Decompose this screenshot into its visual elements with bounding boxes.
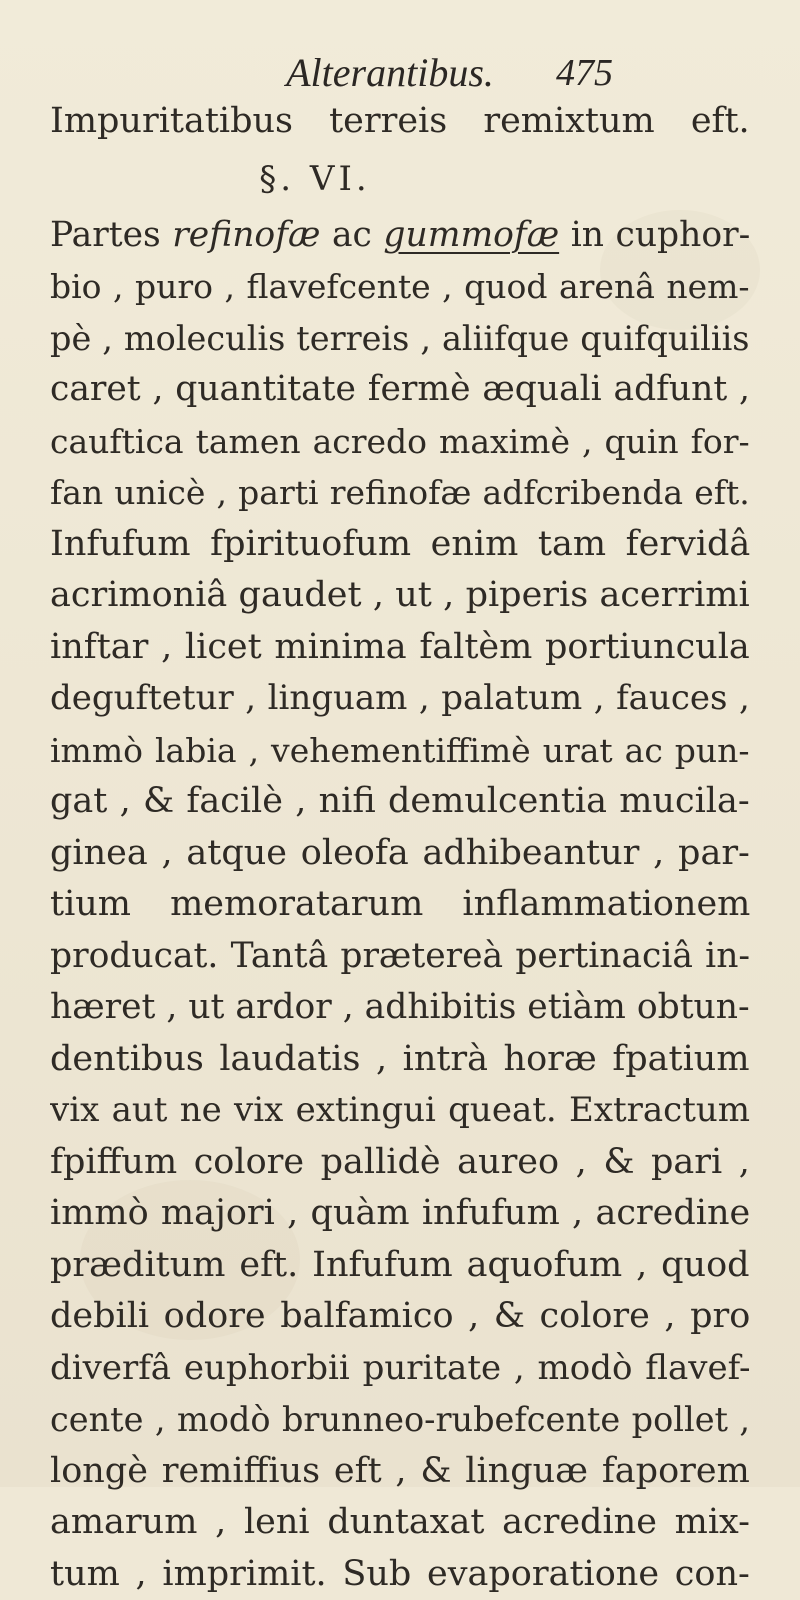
text-line: debili odore balfamico , & colore , pro: [50, 1291, 750, 1343]
text-line: præditum eft. Infufum aquofum , quod: [50, 1240, 750, 1292]
text-line: tum , imprimit. Sub evaporatione con-: [50, 1549, 750, 1600]
running-head: [0, 48, 800, 98]
text-line: diverfâ euphorbii puritate , modò flavef-: [50, 1343, 750, 1395]
text-line: longè remiffius eft , & linguæ faporem: [50, 1446, 750, 1498]
text-line: dentibus laudatis , intrà horæ fpatium: [50, 1034, 750, 1086]
text-line: fan unicè , parti refinofæ adfcribenda eft.: [50, 467, 750, 519]
text-line: amarum , leni duntaxat acredine mix-: [50, 1497, 750, 1549]
text-line: producat. Tantâ prætereà pertinaciâ in-: [50, 931, 750, 983]
italic-term: gummofæ: [383, 215, 559, 255]
text-line: immò labia , vehementiffimè urat ac pun-: [50, 725, 750, 777]
italic-term: refinofæ: [172, 215, 320, 255]
text-line: cente , modò brunneo-rubefcente pollet ,: [50, 1394, 750, 1446]
text-line: acrimoniâ gaudet , ut , piperis acerrimi: [50, 570, 750, 622]
text-segment: in cuphor-: [559, 215, 750, 255]
text-line: inftar , licet minima faltèm portiuncula: [50, 622, 750, 674]
text-line: fpiffum colore pallidè aureo , & pari ,: [50, 1137, 750, 1189]
text-line: Infufum fpirituofum enim tam fervidâ: [50, 519, 750, 571]
text-line: Impuritatibus terreis remixtum eft.: [50, 96, 750, 148]
text-line: ginea , atque oleofa adhibeantur , par-: [50, 828, 750, 880]
text-line: hæret , ut ardor , adhibitis etiàm obtun-: [50, 982, 750, 1034]
text-line: vix aut ne vix extingui queat. Extractum: [50, 1085, 750, 1137]
text-line: pè , moleculis terreis , aliifque quifquiliis: [50, 313, 750, 365]
text-line: immò majori , quàm infufum , acredine: [50, 1188, 750, 1240]
text-line: deguftetur , linguam , palatum , fauces ,: [50, 673, 750, 725]
paragraph: [50, 210, 750, 1600]
text-line: [50, 210, 750, 262]
page-number: 475: [556, 48, 626, 98]
text-line: cauftica tamen acredo maximè , quin for-: [50, 416, 750, 468]
text-line: caret , quantitate fermè æquali adfunt ,: [50, 364, 750, 416]
section-heading: §. VI.: [50, 148, 750, 210]
text-line: bio , puro , flavefcente , quod arenâ nem-: [50, 261, 750, 313]
text-segment: ac: [320, 215, 383, 255]
text-line: gat , & facilè , nifi demulcentia mucila-: [50, 776, 750, 828]
text-segment: Partes: [50, 215, 172, 255]
body-text: [50, 96, 750, 1600]
text-line: tium memoratarum inflammationem: [50, 879, 750, 931]
running-head-title: Alterantibus.: [240, 48, 540, 98]
